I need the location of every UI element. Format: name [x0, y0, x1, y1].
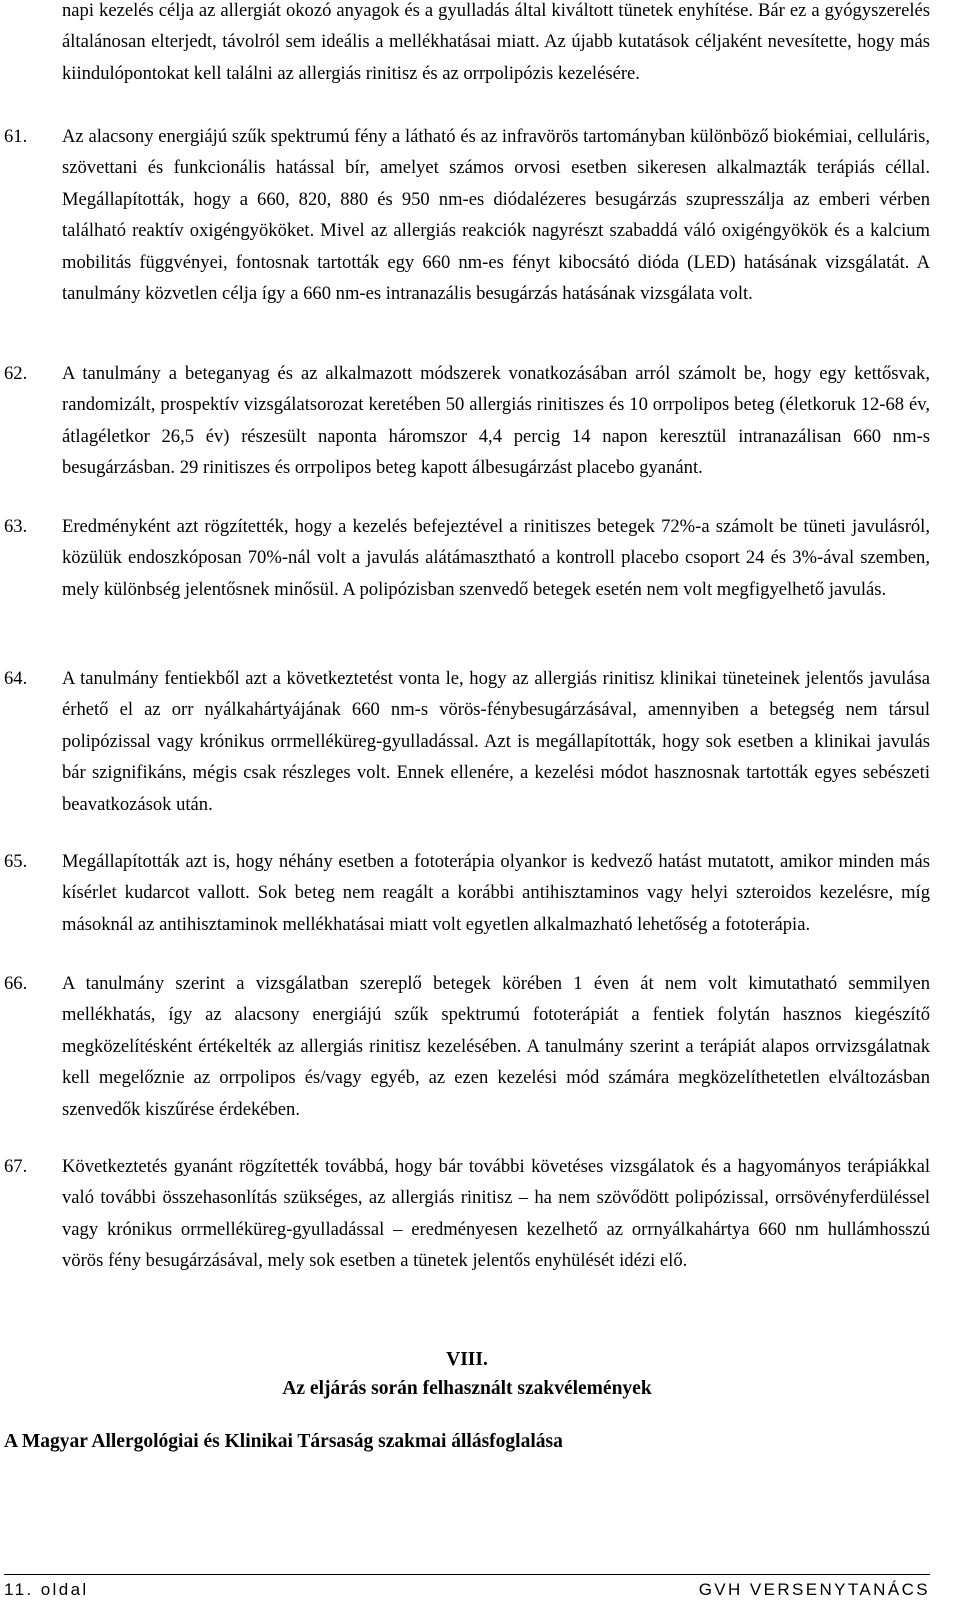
- paragraph-number-65: 65.: [4, 851, 28, 872]
- paragraph-66: A tanulmány szerint a vizsgálatban szereplő betegek körében 1 éven át nem volt kimutatható semmilyen mellékhatás, így az alacsony energiájú szűk spektrumú fototerápiát a fentiek folytán hasznos kiegészítő megközelítésként értékelték az allergiás rinitisz kezelésében. A tanulmány szerint a terápiát alapos orrvizsgálatnak kell megelőznie az orrpolipos és/vagy egyéb, az ezen kezelési mód számára megközelíthetetlen elváltozásban szenvedők kiszűrése érdekében.: [62, 973, 930, 1120]
- footer-divider: [4, 1574, 930, 1575]
- section-numeral: VIII.: [446, 1349, 488, 1370]
- paragraph-65: Megállapították azt is, hogy néhány esetben a fototerápia olyankor is kedvező hatást mutatott, amikor minden más kísérlet kudarcot vallott. Sok beteg nem reagált a korábbi antihisztaminos vagy helyi szteroidos kezelésre, míg másoknál az antihisztaminok mellékhatásai miatt volt egyetlen alkalmazható lehetőség a fototerápia.: [62, 851, 930, 935]
- footer-organization: GVH VERSENYTANÁCS: [698, 1580, 930, 1599]
- paragraph-67: Következtetés gyanánt rögzítették továbbá, hogy bár további követéses vizsgálatok és a hagyományos terápiákkal való további összehasonlítás szükséges, az allergiás rinitisz – ha nem szövődött polipózissal, orrsövényferdüléssel vagy krónikus orrmelléküreg-gyulladással – eredményesen kezelhető az orrnyálkahártya 660 nm hullámhosszú vörös fény besugárzásával, mely sok esetben a tünetek jelentős enyhülését idézi elő.: [62, 1156, 930, 1272]
- paragraph-number-63: 63.: [4, 516, 28, 537]
- footer-page-number: 11. oldal: [4, 1580, 89, 1599]
- paragraph-61: Az alacsony energiájú szűk spektrumú fény a látható és az infravörös tartományban különböző biokémiai, celluláris, szövettani és funkcionális hatással bír, amelyet számos orvosi esetben sikeresen alkalmazták terápiás céllal. Megállapították, hogy a 660, 820, 880 és 950 nm-es diódalézeres besugárzás szupresszálja az emberi vérben található reaktív oxigéngyököket. Mivel az allergiás reakciók nagyrészt szabaddá váló oxigéngyökök és a kalcium mobilitás függvényei, fontosnak tartották egy 660 nm-es fényt kibocsátó dióda (LED) hatásának vizsgálatát. A tanulmány közvetlen célja így a 660 nm-es intranazális besugárzás hatásának vizsgálata volt.: [62, 126, 930, 305]
- paragraph-number-67: 67.: [4, 1156, 28, 1177]
- section-title: Az eljárás során felhasznált szakvélemények: [282, 1378, 652, 1399]
- paragraph-63: Eredményként azt rögzítették, hogy a kezelés befejeztével a rinitiszes betegek 72%-a számolt be tüneti javulásról, közülük endoszkóposan 70%-nál volt a javulás alátámasztható a kontroll placebo csoport 24 és 3%-ával szemben, mely különbség jelentősnek minősül. A polipózisban szenvedő betegek esetén nem volt megfigyelhető javulás.: [62, 516, 930, 600]
- paragraph-number-64: 64.: [4, 668, 28, 689]
- paragraph-number-62: 62.: [4, 363, 28, 384]
- paragraph-64: A tanulmány fentiekből azt a következtetést vonta le, hogy az allergiás rinitisz klinikai tüneteinek jelentős javulása érhető el az orr nyálkahártyájának 660 nm-s vörös-fénybesugárzásával, amennyiben a betegség nem társul polipózissal vagy krónikus orrmelléküreg-gyulladással. Azt is megállapították, hogy sok esetben a klinikai javulás bár szignifikáns, mégis csak részleges volt. Ennek ellenére, a kezelési módot hasznosnak tartották egyes sebészeti beavatkozások után.: [62, 668, 930, 815]
- paragraph-number-61: 61.: [4, 126, 28, 147]
- paragraph-number-66: 66.: [4, 973, 28, 994]
- paragraph-62: A tanulmány a beteganyag és az alkalmazott módszerek vonatkozásában arról számolt be, hogy egy kettősvak, randomizált, prospektív vizsgálatsorozat keretében 50 allergiás rinitiszes és 10 orrpolipos beteg (életkoruk 12-68 év, átlagéletkor 26,5 év) részesült naponta háromszor 4,4 percig 14 napon keresztül intranazálisan 660 nm-s besugárzásban. 29 rinitiszes és orrpolipos beteg kapott álbesugárzást placebo gyanánt.: [62, 363, 930, 479]
- paragraph-continuation: napi kezelés célja az allergiát okozó anyagok és a gyulladás által kiváltott tünetek enyhítése. Bár ez a gyógyszerelés általánosan elterjedt, távolról sem ideális a mellékhatásai miatt. Az újabb kutatások céljaként nevesítette, hogy más kiindulópontokat kell találni az allergiás rinitisz és az orrpolipózis kezelésére.: [62, 0, 930, 84]
- subheading: A Magyar Allergológiai és Klinikai Társaság szakmai állásfoglalása: [4, 1431, 563, 1452]
